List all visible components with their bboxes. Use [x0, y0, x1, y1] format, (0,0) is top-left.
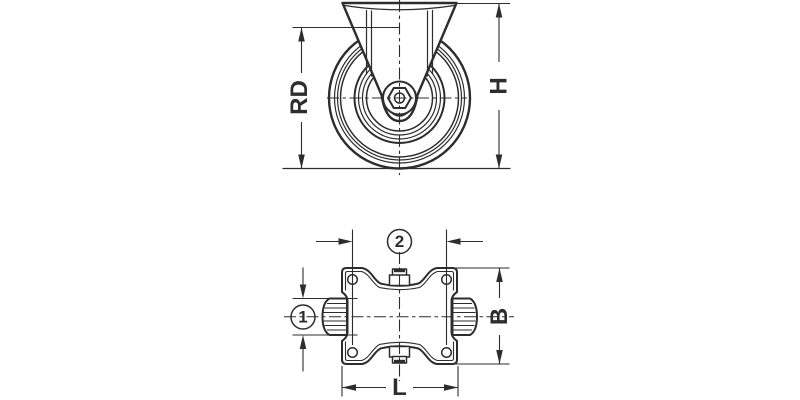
bolt-hole: [442, 348, 452, 358]
dim-label-b: B: [486, 307, 513, 326]
dim-label-l: L: [392, 374, 407, 400]
bolt-hole: [348, 348, 358, 358]
dim-label-h: H: [485, 77, 513, 95]
callout-label-2: 2: [394, 232, 405, 251]
callout-label-1: 1: [298, 307, 308, 327]
dim-label-rd: RD: [286, 80, 313, 115]
